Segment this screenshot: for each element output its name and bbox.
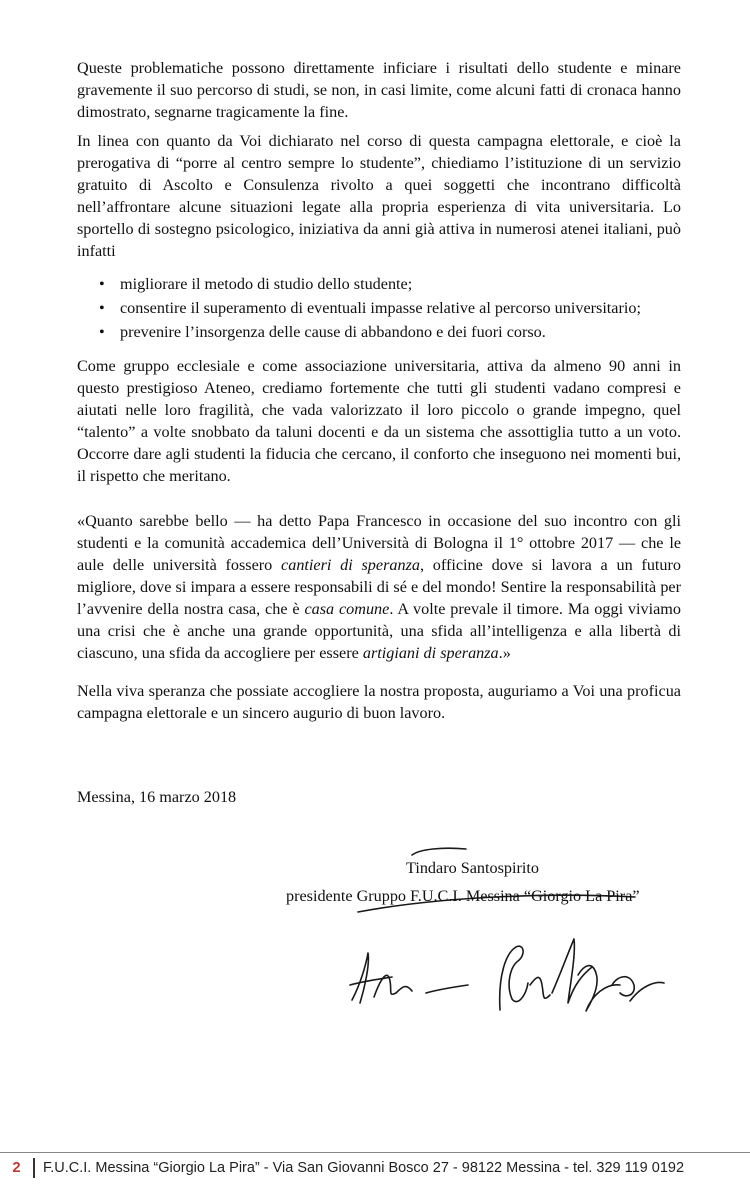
bullet-icon: • — [99, 323, 105, 341]
page-footer — [0, 1152, 750, 1183]
list-item: • prevenire l’insorgenza delle cause di abbandono e dei fuori corso. — [77, 320, 681, 344]
footer-contact: F.U.C.I. Messina “Giorgio La Pira” - Via San Giovanni Bosco 27 - 98122 Messina - tel. 329 119 0192 — [43, 1160, 685, 1176]
bullet-list — [77, 272, 681, 344]
paragraph-text: Nella viva speranza che possiate accogliere la nostra proposta, auguriamo a Voi una proficua campagna elettorale e un sincero augurio di buon lavoro. — [77, 682, 681, 722]
paragraph-text: Come gruppo ecclesiale e come associazione universitaria, attiva da almeno 90 anni in questo prestigioso Ateneo, crediamo fortemente che tutti gli studenti vadano compresi e aiutati nelle loro fragilità, che vada valorizzato il loro piccolo o grande impegno, quel “talento” a volte snobbato da taluni docenti e da un sistema che assottiglia tutto a un voto. Occorre dare agli studenti la fiducia che cercano, il conforto che inseguono nei momenti bui, il rispetto che meritano. — [77, 357, 681, 485]
list-item: • consentire il superamento di eventuali impasse relative al percorso universitario; — [77, 296, 681, 320]
quote-text: «Quanto sarebbe bello ― ha detto Papa Francesco in occasione del suo incontro con gli studenti e la comunità accademica dell’Università di Bologna il 1° ottobre 2017 ― che le aule delle università fossero cantieri di speranza, officine dove si lavora a un futuro migliore, dove si impara a essere responsabili di sé e del mondo! Sentire la responsabilità per l’avvenire della nostra casa, che è casa comune. A volte prevale il timore. Ma oggi viviamo una crisi che è anche una grande opportunità, una sfida all’intelligenza e alla libertà di ciascuno, una sfida da accogliere per essere artigiani di speranza.» — [77, 512, 681, 662]
bullet-icon: • — [99, 299, 105, 317]
signatory-name: Tindaro Santospirito — [406, 859, 539, 877]
paragraph-richiesta — [77, 130, 681, 262]
paragraph-text: Queste problematiche possono direttamente inficiare i risultati dello studente e minare gravemente il suo percorso di studi, se non, in casi limite, come alcuni fatti di cronaca hanno dimostrato, segnarne tragicamente la fine. — [77, 59, 681, 121]
paragraph-citazione — [77, 510, 681, 664]
signatory-role: presidente Gruppo F.U.C.I. Messina “Giorgio La Pira” — [286, 887, 640, 905]
date-line: Messina, 16 marzo 2018 — [77, 788, 237, 806]
bullet-icon: • — [99, 275, 105, 293]
page-number: 2 — [0, 1158, 35, 1178]
paragraph-gruppo-ecclesiale — [77, 355, 681, 487]
list-item: • migliorare il metodo di studio dello studente; — [77, 272, 681, 296]
paragraph-problematiche — [77, 57, 681, 123]
paragraph-text: In linea con quanto da Voi dichiarato nel corso di questa campagna elettorale, e cioè la prerogativa di “porre al centro sempre lo studente”, chiediamo l’istituzione di un servizio gratuito di Ascolto e Consulenza rivolto a quei soggetti che incontrano difficoltà nell’affrontare alcune situazioni legate alla propria esperienza di vita universitaria. Lo sportello di sostegno psicologico, iniziativa da anni già attiva in numerosi atenei italiani, può infatti — [77, 132, 681, 260]
paragraph-chiusura — [77, 680, 681, 724]
